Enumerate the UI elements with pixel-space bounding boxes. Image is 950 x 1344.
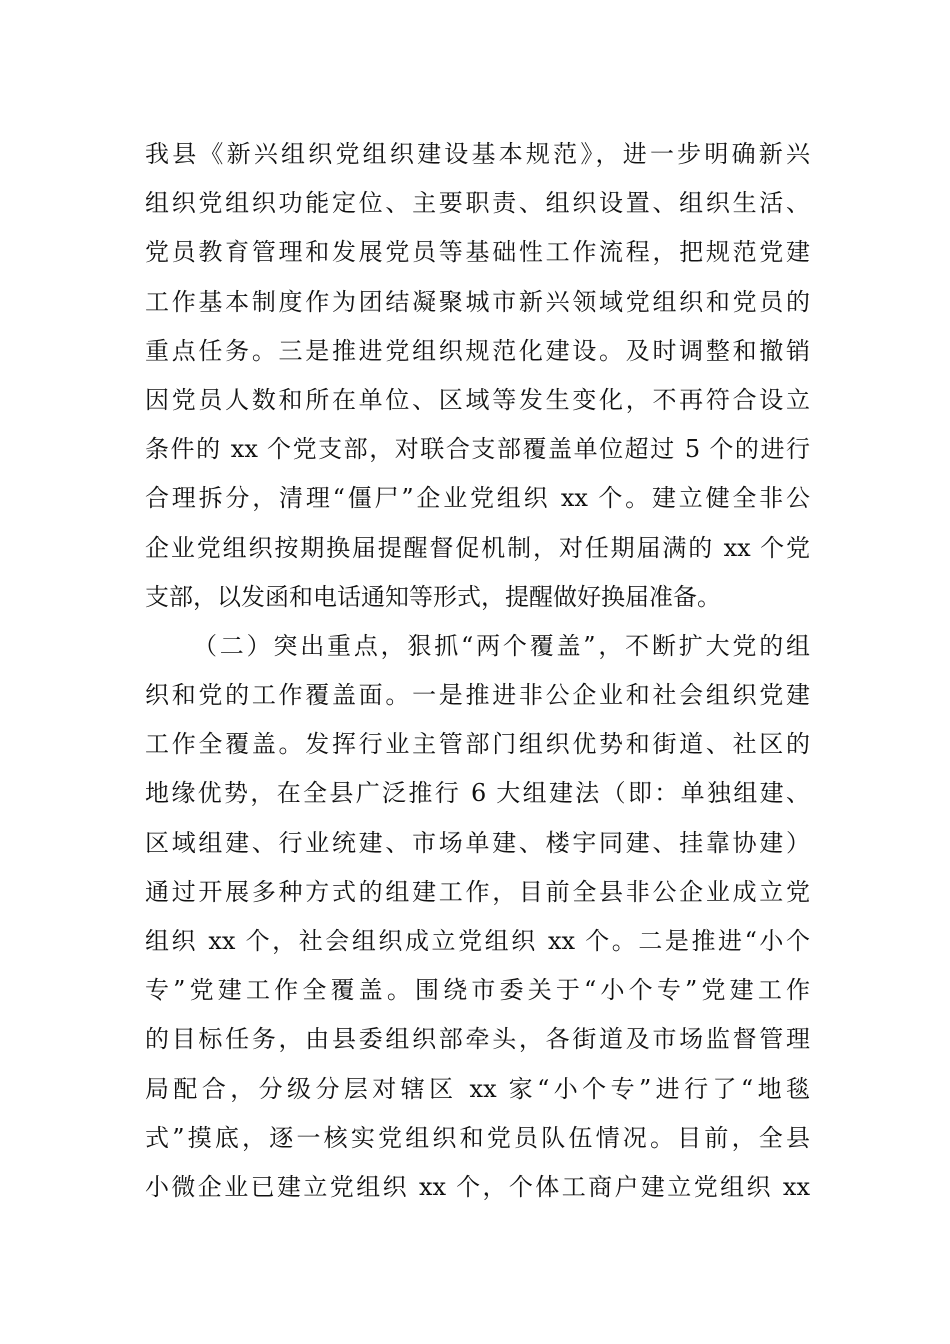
text-line: 条件的 xx 个党支部，对联合支部覆盖单位超过 5 个的进行	[145, 435, 810, 464]
text-line: 通过开展多种方式的组建工作，目前全县非公企业成立党	[145, 877, 810, 906]
text-line: 的目标任务，由县委组织部牵头，各街道及市场监督管理	[145, 1025, 810, 1054]
text-line: 组织党组织功能定位、主要职责、组织设置、组织生活、	[145, 189, 810, 218]
text-line: 专”党建工作全覆盖。围绕市委关于“小个专”党建工作	[145, 976, 810, 1005]
text-line: 织和党的工作覆盖面。一是推进非公企业和社会组织党建	[145, 681, 810, 710]
text-line: 企业党组织按期换届提醒督促机制，对任期届满的 xx 个党	[145, 533, 810, 562]
text-line: 地缘优势，在全县广泛推行 6 大组建法（即：单独组建、	[145, 779, 810, 808]
text-line: 小微企业已建立党组织 xx 个，个体工商户建立党组织 xx	[145, 1172, 810, 1201]
text-line: 组织 xx 个，社会组织成立党组织 xx 个。二是推进“小个	[145, 927, 810, 955]
text-line: 因党员人数和所在单位、区域等发生变化，不再符合设立	[145, 385, 810, 414]
text-line: 式”摸底，逐一核实党组织和党员队伍情况。目前，全县	[145, 1123, 810, 1152]
section-heading-line: （二）突出重点，狠抓“两个覆盖”，不断扩大党的组	[193, 631, 810, 660]
body-text	[145, 130, 810, 1212]
paragraph-end-line: 支部，以发函和电话通知等形式，提醒做好换届准备。	[145, 582, 721, 611]
text-line: 合理拆分，清理“僵尸”企业党组织 xx 个。建立健全非公	[145, 484, 810, 513]
text-line: 我县《新兴组织党组织建设基本规范》，进一步明确新兴	[145, 140, 810, 168]
text-line: 工作基本制度作为团结凝聚城市新兴领域党组织和党员的	[145, 287, 810, 316]
text-line: 局配合，分级分层对辖区 xx 家“小个专”进行了“地毯	[145, 1074, 810, 1103]
text-line: 区域组建、行业统建、市场单建、楼宇同建、挂靠协建）	[145, 828, 810, 857]
text-line: 工作全覆盖。发挥行业主管部门组织优势和街道、社区的	[145, 730, 810, 759]
text-line: 党员教育管理和发展党员等基础性工作流程，把规范党建	[145, 238, 810, 267]
text-line: 重点任务。三是推进党组织规范化建设。及时调整和撤销	[145, 336, 810, 365]
